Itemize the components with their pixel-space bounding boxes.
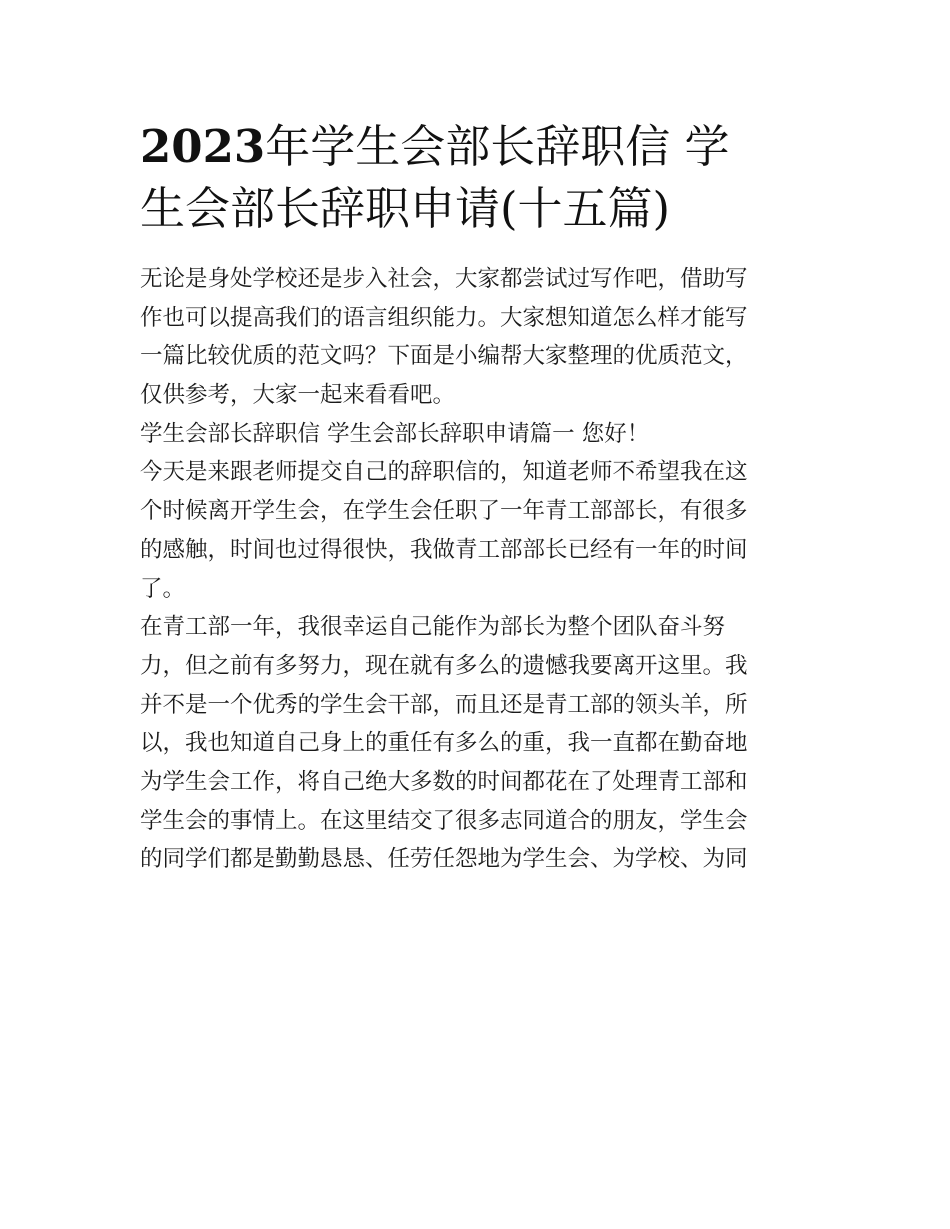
text-line: 的同学们都是勤勤恳恳、任劳任怨地为学生会、为学校、为同 — [140, 846, 748, 873]
document-title — [140, 116, 812, 240]
title-text: 年学生会部长辞职信 学 — [265, 120, 730, 173]
text-line: 仅供参考，大家一起来看看吧。 — [140, 382, 456, 409]
text-line: 今天是来跟老师提交自己的辞职信的，知道老师不希望我在这 — [140, 459, 748, 486]
title-year: 2023 — [140, 120, 266, 173]
title-line-2 — [140, 178, 812, 240]
document-content — [140, 116, 812, 879]
text-line: 了。 — [140, 575, 186, 602]
document-body — [140, 260, 812, 879]
text-line: 力，但之前有多努力，现在就有多么的遗憾我要离开这里。我 — [140, 652, 748, 679]
text-line: 以，我也知道自己身上的重任有多么的重，我一直都在勤奋地 — [140, 730, 748, 757]
text-line: 为学生会工作，将自己绝大多数的时间都花在了处理青工部和 — [140, 768, 748, 795]
title-text: 生会部长辞职申请(十五篇) — [140, 182, 671, 235]
text-line: 并不是一个优秀的学生会干部，而且还是青工部的领头羊，所 — [140, 691, 748, 718]
text-line: 一篇比较优质的范文吗？下面是小编帮大家整理的优质范文， — [140, 343, 748, 370]
paragraph-intro — [140, 260, 812, 415]
text-line: 个时候离开学生会，在学生会任职了一年青工部部长，有很多 — [140, 498, 748, 525]
text-line: 的感触，时间也过得很快，我做青工部部长已经有一年的时间 — [140, 536, 748, 563]
paragraph-section-heading — [140, 415, 812, 454]
text-line: 在青工部一年，我很幸运自己能作为部长为整个团队奋斗努 — [140, 614, 726, 641]
text-line: 无论是身处学校还是步入社会，大家都尝试过写作吧，借助写 — [140, 266, 748, 292]
text-line: 学生会的事情上。在这里结交了很多志同道合的朋友，学生会 — [140, 807, 748, 834]
text-line: 作也可以提高我们的语言组织能力。大家想知道怎么样才能写 — [140, 304, 748, 331]
paragraph-1 — [140, 453, 812, 608]
title-line-1 — [140, 116, 812, 178]
paragraph-2 — [140, 608, 812, 879]
text-line: 学生会部长辞职信 学生会部长辞职申请篇一 您好！ — [140, 420, 650, 447]
